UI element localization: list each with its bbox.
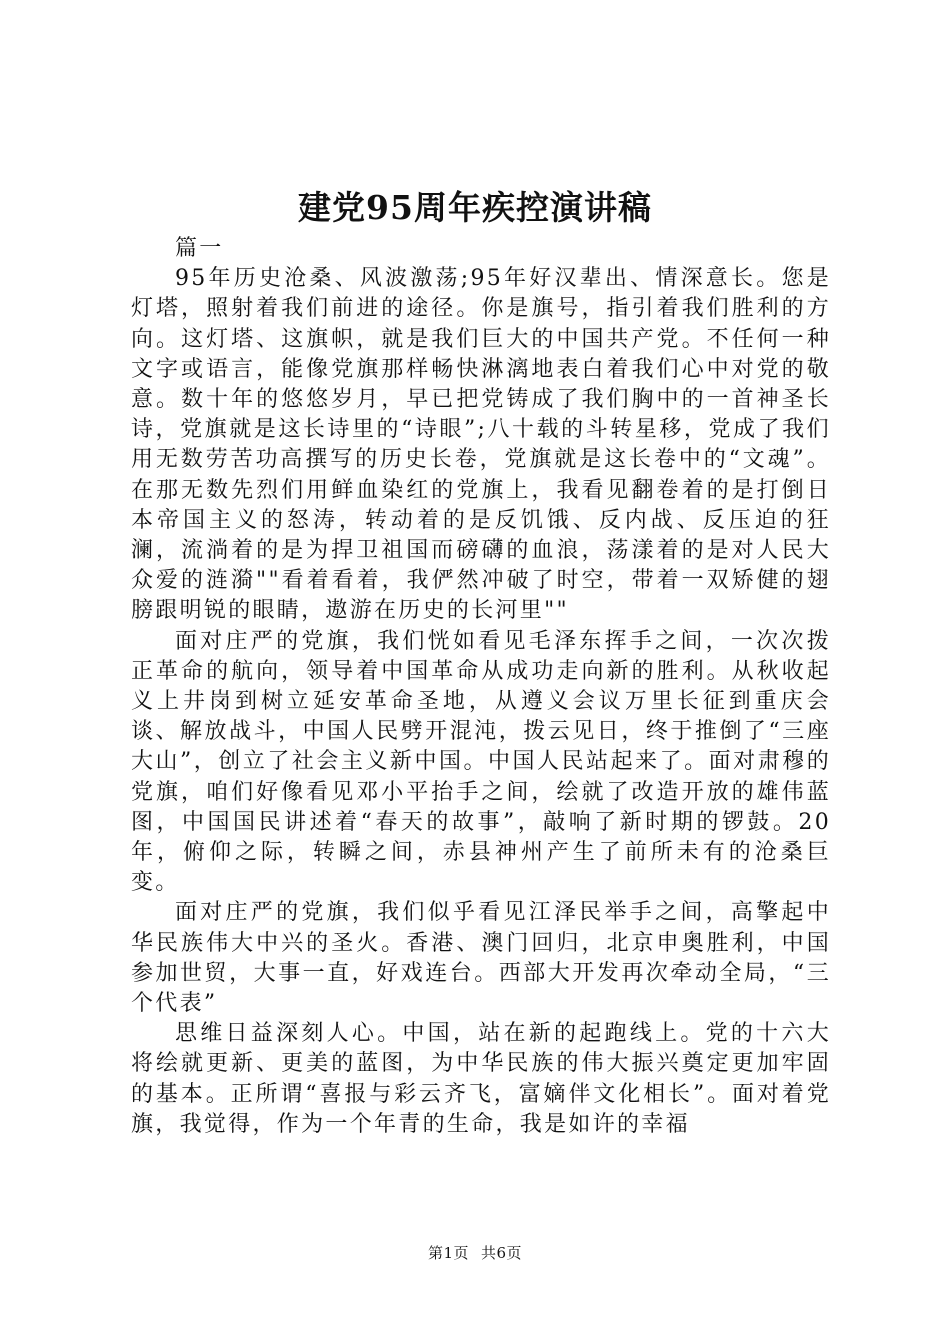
page-total: 共6页 [481,1244,523,1262]
body-paragraph: 思维日益深刻人心。中国，站在新的起跑线上。党的十六大将绘就更新、更美的蓝图，为中华民族的伟大振兴奠定更加牢固的基本。正所谓“喜报与彩云齐飞，富嫡伴文化相长”。面对着党旗，我觉得，作为一个年青的生命，我是如许的幸福 [131,1021,831,1137]
section-heading: 篇一 [175,236,224,261]
document-body [131,234,831,1140]
body-paragraph: 面对庄严的党旗，我们恍如看见毛泽东挥手之间，一次次拨正革命的航向，领导着中国革命从成功走向新的胜利。从秋收起义上井岗到树立延安革命圣地，从遵义会议万里长征到重庆会谈、解放战斗，中国人民劈开混沌，拨云见日，终于推倒了“三座大山”，创立了社会主义新中国。中国人民站起来了。面对肃穆的党旗，咱们好像看见邓小平抬手之间，绘就了改造开放的雄伟蓝图，中国国民讲述着“春天的故事”，敲响了新时期的锣鼓。20年，俯仰之际，转瞬之间，赤县神州产生了前所未有的沧桑巨变。 [131,628,831,896]
page-footer [0,1243,950,1263]
body-paragraph: 95年历史沧桑、风波激荡;95年好汉辈出、情深意长。您是灯塔，照射着我们前进的途径。你是旗号，指引着我们胜利的方向。这灯塔、这旗帜，就是我们巨大的中国共产党。不任何一种文字或语言，能像党旗那样畅快淋漓地表白着我们心中对党的敬意。数十年的悠悠岁月，早已把党铸成了我们胸中的一首神圣长诗，党旗就是这长诗里的“诗眼”;八十载的斗转星移，党成了我们用无数劳苦功高撰写的历史长卷，党旗就是这长卷中的“文魂”。在那无数先烈们用鲜血染红的党旗上，我看见翻卷着的是打倒日本帝国主义的怒涛，转动着的是反饥饿、反内战、反压迫的狂澜，流淌着的是为捍卫祖国而磅礴的血浪，荡漾着的是对人民大众爱的涟漪""看着看着，我俨然冲破了时空，带着一双矫健的翅膀跟明锐的眼睛，遨游在历史的长河里"" [131,266,831,624]
document-title: 建党95周年疾控演讲稿 [298,188,652,227]
body-paragraph: 面对庄严的党旗，我们似乎看见江泽民举手之间，高擎起中华民族伟大中兴的圣火。香港、澳门回归，北京申奥胜利，中国参加世贸，大事一直，好戏连台。西部大开发再次牵动全局，“三个代表” [131,900,831,1017]
page-number: 第1页 [427,1244,469,1262]
